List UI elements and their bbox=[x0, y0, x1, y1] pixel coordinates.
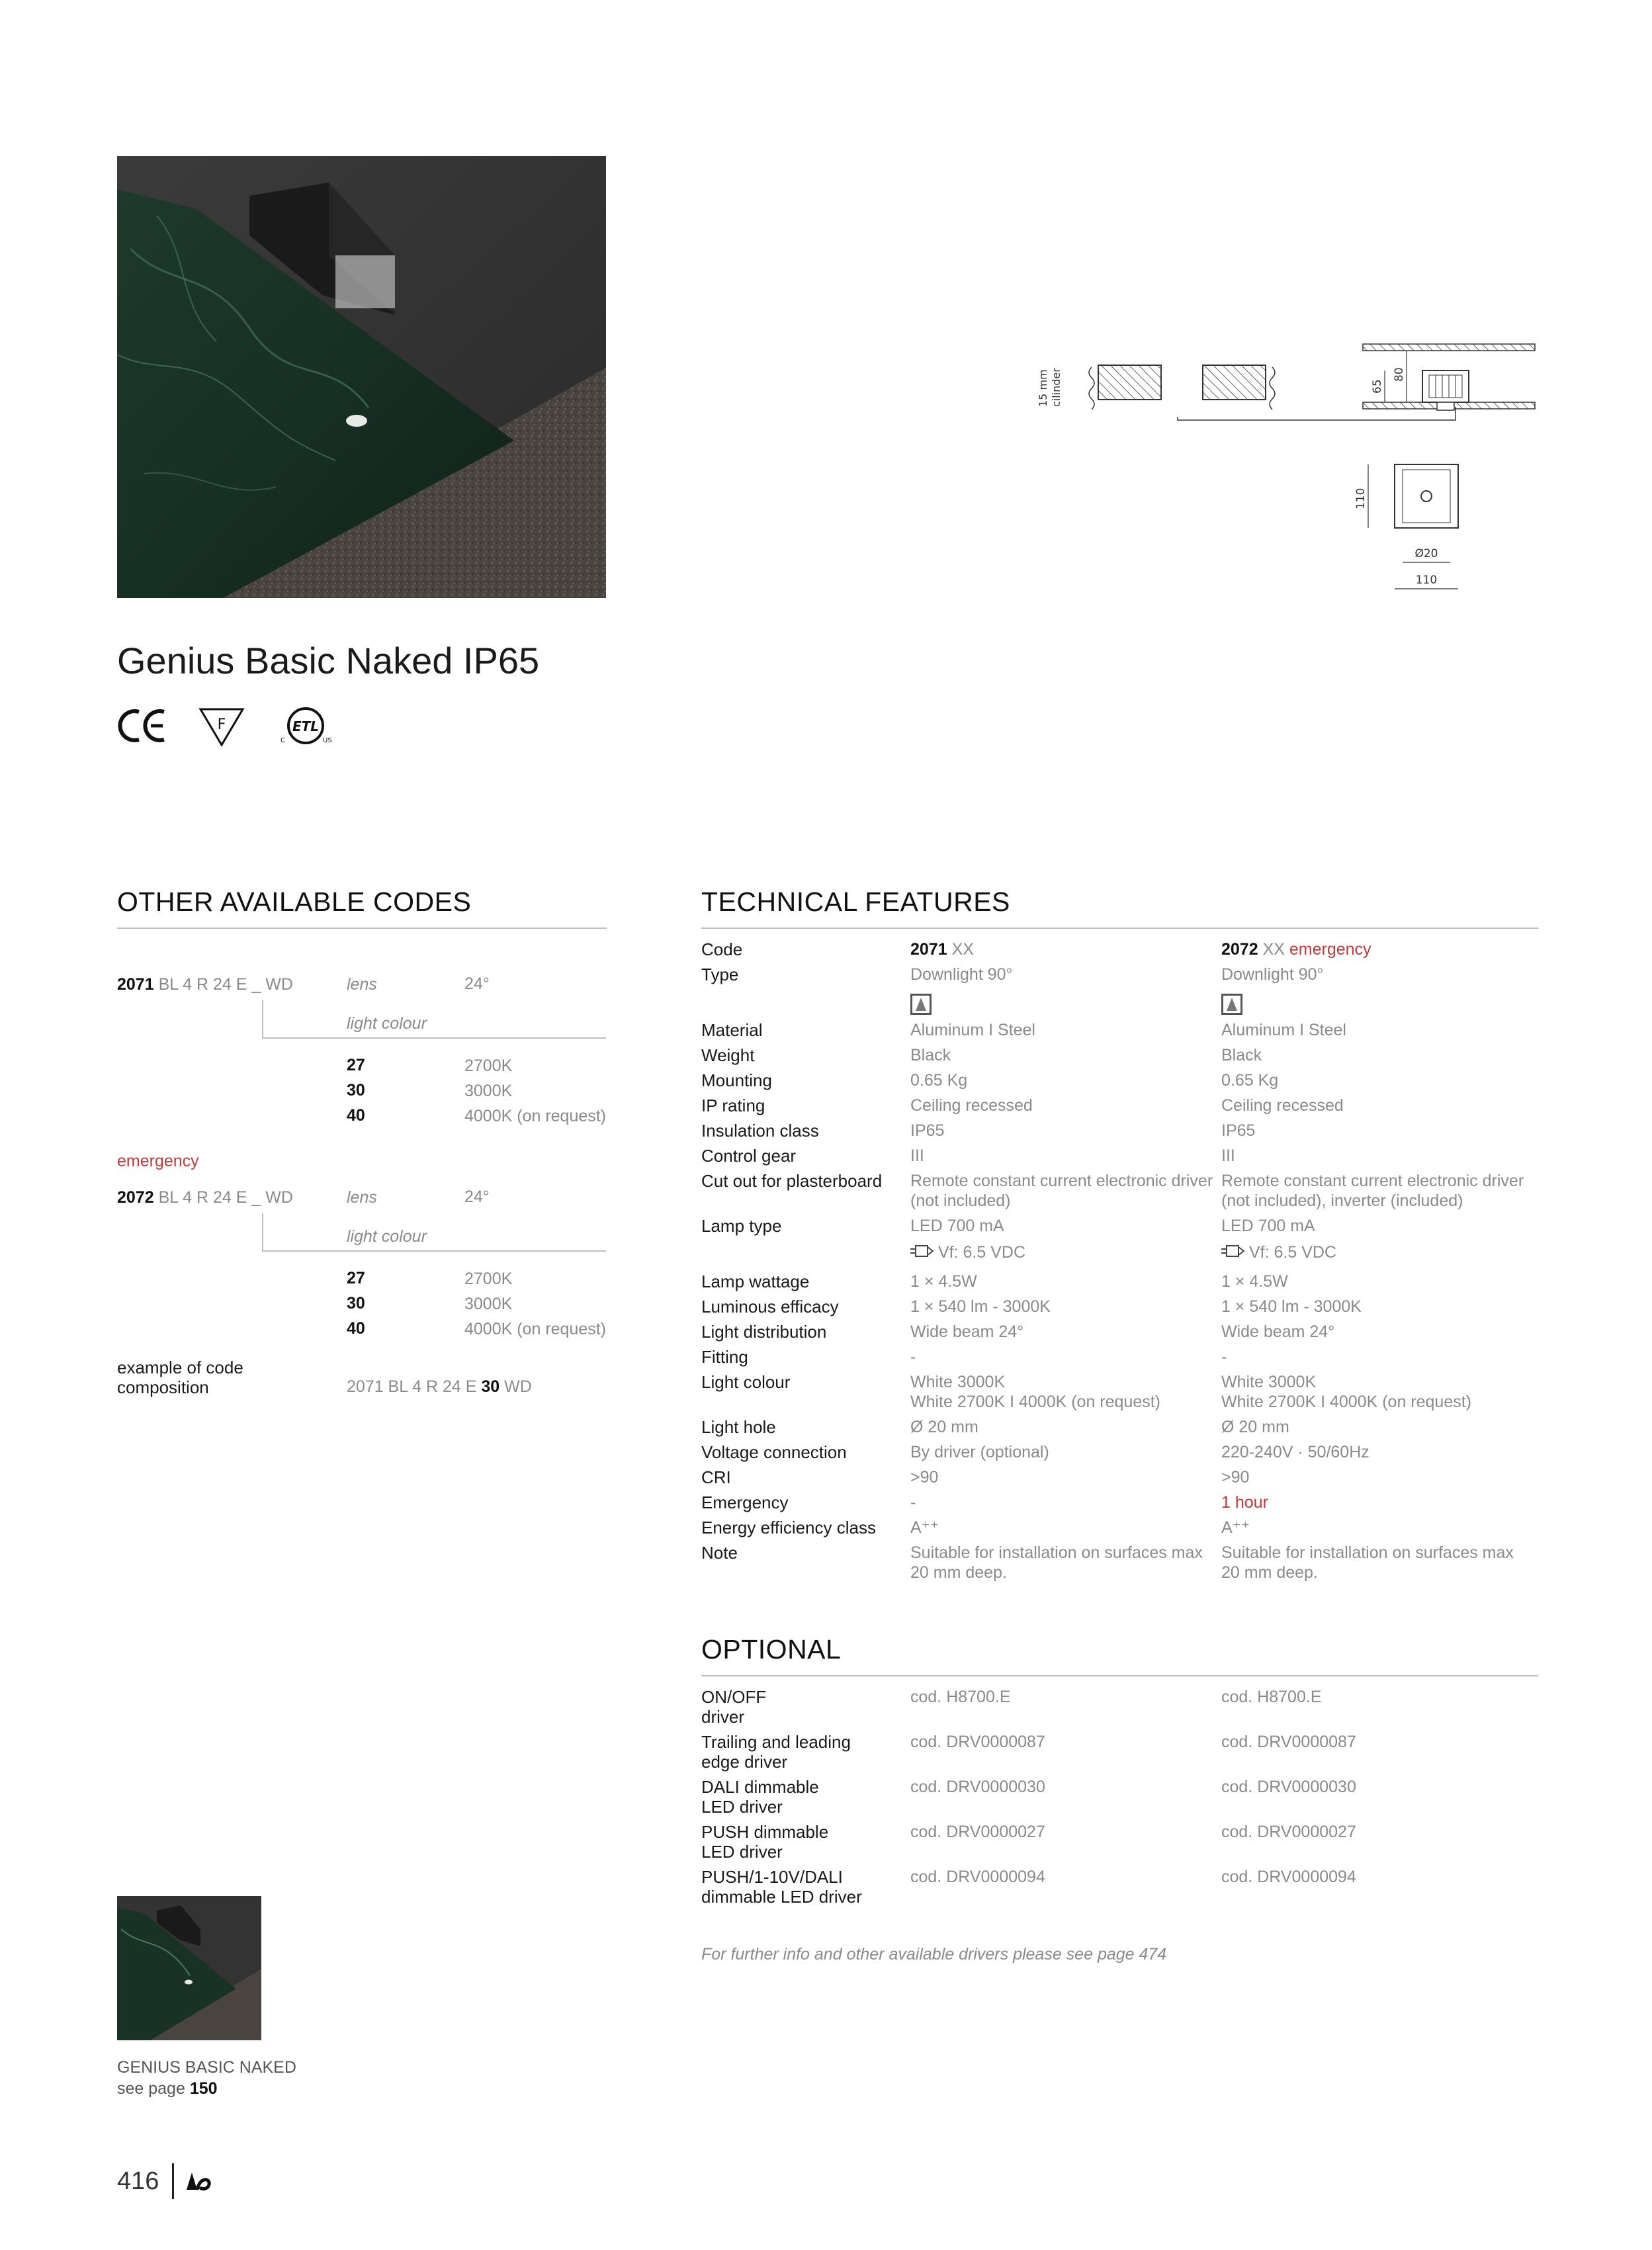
etl-left-text: C bbox=[281, 737, 285, 744]
tf-value-col2-line1: 1 × 4.5W bbox=[1221, 1272, 1288, 1291]
f-mark-letter: F bbox=[217, 716, 226, 733]
tf-value-col1 bbox=[910, 965, 1221, 1019]
tf-label: Mounting bbox=[701, 1070, 772, 1090]
tf-value-col2-line1: III bbox=[1221, 1147, 1235, 1165]
tf-value-col1 bbox=[910, 1216, 1221, 1263]
optional-label-line1: Trailing and leading bbox=[701, 1732, 851, 1752]
tf-value-col1-line1: III bbox=[910, 1147, 924, 1165]
colour-value: 4000K (on request) bbox=[464, 1320, 607, 1338]
code-2071-rest: BL 4 R 24 E _ WD bbox=[153, 975, 293, 994]
tf-value-col1 bbox=[910, 1372, 1221, 1412]
tf-value-col2-line1: IP65 bbox=[1221, 1121, 1256, 1140]
tf-value-col1-line1: >90 bbox=[910, 1468, 939, 1487]
colour-value: 3000K bbox=[464, 1082, 513, 1100]
dim-110-vertical: 110 bbox=[1354, 488, 1368, 509]
optional-code-col2: cod. DRV0000027 bbox=[1221, 1823, 1356, 1841]
etl-mark-icon bbox=[277, 705, 335, 746]
tf-value-col2-line1: Black bbox=[1221, 1046, 1262, 1064]
optional-note: For further info and other available drivers please see page 474 bbox=[701, 1945, 1167, 1964]
tf-value-col1-line1: Wide beam 24° bbox=[910, 1322, 1024, 1341]
colour-code: 40 bbox=[347, 1106, 365, 1125]
tf-value-col2-line1: Suitable for installation on surfaces max bbox=[1221, 1543, 1514, 1562]
label-cilinder: cilinder bbox=[1050, 368, 1063, 407]
tf-label: Weight bbox=[701, 1045, 755, 1065]
driver-plug-icon bbox=[1221, 1243, 1245, 1263]
tf-label: Emergency bbox=[701, 1493, 789, 1512]
tf-label: Lamp type bbox=[701, 1216, 782, 1236]
optional-code-col1: cod. DRV0000030 bbox=[910, 1778, 1045, 1796]
tf-value-col1-line2: (not included) bbox=[910, 1191, 1011, 1210]
tf-value-col1-line1: 1 × 4.5W bbox=[910, 1272, 977, 1291]
tf-value-col2 bbox=[1221, 1518, 1539, 1537]
tf-value-col1-line1: By driver (optional) bbox=[910, 1443, 1049, 1461]
light-colour-rule-1 bbox=[262, 1037, 606, 1039]
technical-drawing bbox=[1032, 334, 1548, 615]
tf-label: Luminous efficacy bbox=[701, 1297, 839, 1317]
optional-code-col2: cod. H8700.E bbox=[1221, 1688, 1322, 1706]
light-colour-label-1: light colour bbox=[347, 1014, 427, 1033]
colour-value: 3000K bbox=[464, 1295, 513, 1313]
tf-label: Note bbox=[701, 1543, 738, 1563]
optional-code-col2: cod. DRV0000030 bbox=[1221, 1778, 1356, 1796]
tf-value-col1 bbox=[910, 1096, 1221, 1115]
tf-value-col2-line2: 20 mm deep. bbox=[1221, 1563, 1318, 1582]
optional-label-line2: driver bbox=[701, 1707, 745, 1727]
tf-value-col2 bbox=[1221, 965, 1539, 1019]
optional-label bbox=[701, 1732, 906, 1772]
tf-value-col1 bbox=[910, 1020, 1221, 1040]
tf-value-col1 bbox=[910, 1121, 1221, 1141]
optional-rule bbox=[701, 1675, 1538, 1676]
colour-code: 27 bbox=[347, 1056, 365, 1074]
tf-value-col1-line2: White 2700K I 4000K (on request) bbox=[910, 1393, 1161, 1411]
tf-code-col1 bbox=[910, 939, 1221, 959]
tf-value-col1 bbox=[910, 1322, 1221, 1342]
page-number: 416 bbox=[117, 2167, 159, 2195]
example-code bbox=[347, 1377, 532, 1397]
optional-heading: OPTIONAL bbox=[701, 1634, 842, 1665]
tf-value-col2-line1: 0.65 Kg bbox=[1221, 1071, 1279, 1090]
f-mark-icon bbox=[198, 707, 245, 748]
tf-value-col1-line1: - bbox=[910, 1348, 916, 1366]
tf-value-col2 bbox=[1221, 1272, 1539, 1291]
tf-label: Light distribution bbox=[701, 1322, 827, 1342]
tf-value-col2-line1: LED 700 mA bbox=[1221, 1217, 1315, 1235]
downlight-icon-col2 bbox=[1221, 994, 1539, 1019]
dim-65: 65 bbox=[1371, 379, 1384, 394]
tf-value-col2-line1: White 3000K bbox=[1221, 1373, 1317, 1391]
tf-value-col1 bbox=[910, 1171, 1221, 1211]
tf-value-col1-line1: Remote constant current electronic driver bbox=[910, 1172, 1213, 1190]
optional-label-line2: LED driver bbox=[701, 1842, 783, 1862]
tf-value-col2 bbox=[1221, 1297, 1539, 1317]
tf-value-col1 bbox=[910, 1045, 1221, 1065]
tf-value-col2 bbox=[1221, 1493, 1539, 1512]
tf-value-col2 bbox=[1221, 1417, 1539, 1437]
tf-code-col1-rest: XX bbox=[947, 940, 974, 959]
tf-value-col1-line1: IP65 bbox=[910, 1121, 945, 1140]
tf-value-col1 bbox=[910, 1518, 1221, 1537]
etl-right-text: US bbox=[323, 737, 332, 744]
tf-code-col2 bbox=[1221, 939, 1539, 959]
example-label-1: example of code bbox=[117, 1358, 243, 1377]
ce-mark-icon bbox=[118, 708, 168, 744]
tf-value-col2 bbox=[1221, 1442, 1539, 1462]
optional-label bbox=[701, 1777, 906, 1817]
colour-value: 2700K bbox=[464, 1057, 513, 1075]
tf-value-col2-line1: Downlight 90° bbox=[1221, 965, 1324, 984]
tf-value-col1 bbox=[910, 1417, 1221, 1437]
optional-label-line2: LED driver bbox=[701, 1797, 783, 1817]
downlight-icon-col1 bbox=[910, 994, 1221, 1019]
code-2072 bbox=[117, 1188, 293, 1207]
tf-value-col1-line1: 1 × 540 lm - 3000K bbox=[910, 1297, 1051, 1316]
tf-value-col2 bbox=[1221, 1121, 1539, 1141]
lens-value-1: 24° bbox=[464, 974, 490, 993]
footer-divider bbox=[172, 2163, 174, 2199]
light-colour-label-2: light colour bbox=[347, 1227, 427, 1246]
tf-label: Voltage connection bbox=[701, 1442, 847, 1462]
product-title: Genius Basic Naked IP65 bbox=[117, 640, 540, 681]
tf-value-col2-line2 bbox=[1221, 1242, 1539, 1263]
tf-vf-value: Vf: 6.5 VDC bbox=[1249, 1243, 1336, 1262]
tf-value-col1-line1: Downlight 90° bbox=[910, 965, 1013, 984]
tf-value-col2 bbox=[1221, 1372, 1539, 1412]
tf-vf-value: Vf: 6.5 VDC bbox=[938, 1243, 1025, 1262]
dim-110-horizontal: 110 bbox=[1415, 574, 1438, 587]
lens-value-2: 24° bbox=[464, 1188, 490, 1206]
lens-label-1: lens bbox=[347, 975, 377, 994]
tf-value-col2-line1: >90 bbox=[1221, 1468, 1250, 1487]
tf-label: Light hole bbox=[701, 1417, 776, 1437]
colour-code: 30 bbox=[347, 1081, 365, 1100]
tf-label: Light colour bbox=[701, 1372, 791, 1392]
related-product-name: GENIUS BASIC NAKED bbox=[117, 2058, 296, 2077]
tf-code-col1-bold: 2071 bbox=[910, 940, 947, 959]
tf-code-label: Code bbox=[701, 939, 743, 959]
brand-logo bbox=[184, 2170, 213, 2197]
tf-value-col2-line1: 1 × 540 lm - 3000K bbox=[1221, 1297, 1362, 1316]
optional-label-line1: DALI dimmable bbox=[701, 1777, 819, 1797]
tf-label: Cut out for plasterboard bbox=[701, 1171, 883, 1191]
example-pre: 2071 BL 4 R 24 E bbox=[347, 1377, 482, 1396]
colour-value: 4000K (on request) bbox=[464, 1107, 607, 1125]
other-codes-rule bbox=[117, 928, 607, 929]
tf-value-col1 bbox=[910, 1272, 1221, 1291]
tf-value-col1-line1: Black bbox=[910, 1046, 951, 1064]
optional-code-col1: cod. DRV0000087 bbox=[910, 1733, 1045, 1751]
tf-value-col1 bbox=[910, 1146, 1221, 1166]
optional-label-line2: dimmable LED driver bbox=[701, 1887, 862, 1907]
optional-label bbox=[701, 1687, 906, 1727]
tf-value-col2-line1: Wide beam 24° bbox=[1221, 1322, 1335, 1341]
code-2071 bbox=[117, 975, 293, 994]
optional-label-line2: edge driver bbox=[701, 1752, 788, 1772]
tf-value-col1-line1: Ø 20 mm bbox=[910, 1418, 978, 1436]
tf-code-col2-bold: 2072 bbox=[1221, 940, 1258, 959]
tf-value-col2-line1: - bbox=[1221, 1348, 1227, 1366]
tf-value-col2-line1: Ø 20 mm bbox=[1221, 1418, 1289, 1436]
tf-value-col1-line1: A⁺⁺ bbox=[910, 1518, 939, 1537]
tf-label: Type bbox=[701, 965, 739, 984]
optional-label-line1: PUSH/1-10V/DALI bbox=[701, 1867, 843, 1887]
optional-code-col1: cod. DRV0000094 bbox=[910, 1868, 1045, 1886]
tf-value-col2 bbox=[1221, 1543, 1539, 1582]
code-2071-bold: 2071 bbox=[117, 975, 154, 994]
optional-code-col2: cod. DRV0000087 bbox=[1221, 1733, 1356, 1751]
product-photo bbox=[117, 156, 606, 598]
tf-value-col2-line2: (not included), inverter (included) bbox=[1221, 1191, 1463, 1210]
code-2072-bold: 2072 bbox=[117, 1188, 154, 1207]
colour-value: 2700K bbox=[464, 1270, 513, 1288]
tf-value-col2 bbox=[1221, 1045, 1539, 1065]
driver-plug-icon bbox=[910, 1243, 934, 1263]
tf-label: CRI bbox=[701, 1467, 731, 1487]
tf-value-col2-line2: White 2700K I 4000K (on request) bbox=[1221, 1393, 1472, 1411]
tf-value-col2-line1: 220-240V · 50/60Hz bbox=[1221, 1443, 1369, 1461]
tf-value-col1-line1: LED 700 mA bbox=[910, 1217, 1004, 1235]
tf-value-col2 bbox=[1221, 1467, 1539, 1487]
optional-code-col1: cod. DRV0000027 bbox=[910, 1823, 1045, 1841]
tf-value-col1-line1: Aluminum I Steel bbox=[910, 1021, 1035, 1039]
tf-value-col2 bbox=[1221, 1322, 1539, 1342]
optional-code-col1: cod. H8700.E bbox=[910, 1688, 1011, 1706]
optional-code-col2: cod. DRV0000094 bbox=[1221, 1868, 1356, 1886]
tf-label: Energy efficiency class bbox=[701, 1518, 876, 1537]
colour-code: 40 bbox=[347, 1319, 365, 1338]
emergency-label: emergency bbox=[117, 1152, 199, 1170]
tf-value-col2 bbox=[1221, 1171, 1539, 1211]
example-post: WD bbox=[500, 1377, 532, 1396]
technical-rule bbox=[701, 928, 1538, 929]
tf-value-col1 bbox=[910, 1493, 1221, 1512]
tf-label: IP rating bbox=[701, 1096, 765, 1115]
tf-value-col1-line2: 20 mm deep. bbox=[910, 1563, 1007, 1582]
dim-dia20: Ø20 bbox=[1414, 547, 1438, 560]
tf-value-col1 bbox=[910, 1297, 1221, 1317]
optional-label bbox=[701, 1867, 906, 1907]
tf-value-col1-line1: White 3000K bbox=[910, 1373, 1006, 1391]
related-see-page-label: see page bbox=[117, 2079, 190, 2098]
tf-value-col1 bbox=[910, 1070, 1221, 1090]
bracket-1 bbox=[262, 1000, 263, 1037]
tf-label: Control gear bbox=[701, 1146, 797, 1166]
related-see-page bbox=[117, 2079, 218, 2099]
label-15mm: 15 mm bbox=[1037, 369, 1049, 407]
example-bold: 30 bbox=[481, 1377, 500, 1396]
tf-value-col1 bbox=[910, 1543, 1221, 1582]
code-2072-rest: BL 4 R 24 E _ WD bbox=[153, 1188, 293, 1207]
tf-label: Insulation class bbox=[701, 1121, 819, 1141]
dim-80: 80 bbox=[1393, 367, 1406, 382]
tf-label: Lamp wattage bbox=[701, 1272, 810, 1291]
tf-value-col1 bbox=[910, 1467, 1221, 1487]
tf-value-col2-line1: A⁺⁺ bbox=[1221, 1518, 1250, 1537]
tf-value-col2 bbox=[1221, 1096, 1539, 1115]
tf-value-col2 bbox=[1221, 1070, 1539, 1090]
tf-value-col1-line1: Ceiling recessed bbox=[910, 1096, 1033, 1115]
tf-value-col2-line1: Aluminum I Steel bbox=[1221, 1021, 1346, 1039]
optional-label-line1: PUSH dimmable bbox=[701, 1822, 829, 1842]
tf-value-col2-line1: Ceiling recessed bbox=[1221, 1096, 1344, 1115]
tf-value-col1 bbox=[910, 1442, 1221, 1462]
other-codes-heading: OTHER AVAILABLE CODES bbox=[117, 887, 472, 917]
optional-label-line1: ON/OFF bbox=[701, 1687, 767, 1707]
tf-value-col1-line1: - bbox=[910, 1493, 916, 1512]
tf-value-col2 bbox=[1221, 1146, 1539, 1166]
example-label-2: composition bbox=[117, 1377, 209, 1397]
tf-value-col1-line1: Suitable for installation on surfaces max bbox=[910, 1543, 1203, 1562]
tf-label: Material bbox=[701, 1020, 763, 1040]
colour-code: 27 bbox=[347, 1269, 365, 1287]
tf-code-col2-rest: XX bbox=[1258, 940, 1289, 959]
related-product-thumbnail bbox=[117, 1896, 261, 2040]
tf-value-col2 bbox=[1221, 1020, 1539, 1040]
tf-value-col1-line2 bbox=[910, 1242, 1221, 1263]
bracket-2 bbox=[262, 1213, 263, 1250]
tf-code-col2-red: emergency bbox=[1289, 940, 1371, 959]
related-see-page-number: 150 bbox=[189, 2079, 218, 2098]
tf-value-col1 bbox=[910, 1347, 1221, 1367]
light-colour-rule-2 bbox=[262, 1250, 606, 1252]
tf-value-col1-line1: 0.65 Kg bbox=[910, 1071, 968, 1090]
technical-heading: TECHNICAL FEATURES bbox=[701, 887, 1010, 917]
tf-value-col2 bbox=[1221, 1216, 1539, 1263]
tf-label: Fitting bbox=[701, 1347, 748, 1367]
optional-label bbox=[701, 1822, 906, 1862]
tf-value-col2 bbox=[1221, 1347, 1539, 1367]
colour-code: 30 bbox=[347, 1294, 365, 1313]
tf-value-col2-line1: Remote constant current electronic driver bbox=[1221, 1172, 1524, 1190]
lens-label-2: lens bbox=[347, 1188, 377, 1207]
tf-value-col2-line1: 1 hour bbox=[1221, 1493, 1268, 1512]
etl-inner-text: ETL bbox=[292, 718, 320, 734]
